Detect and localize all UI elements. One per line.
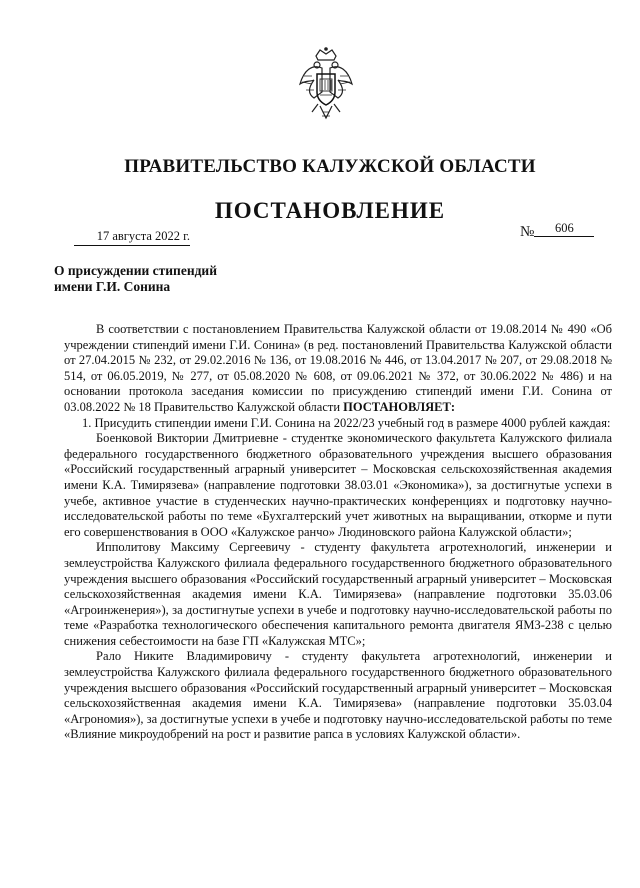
item-paragraph: 1. Присудить стипендии имени Г.И. Сонина на 2022/23 учебный год в размере 4000 рублей каждая: [82,415,611,430]
number-value: 606 [534,221,594,237]
document-date: 17 августа 2022 г. [74,229,190,246]
recipient-paragraph: Ипполитову Максиму Сергеевичу - студенту факультета агротехнологий, инженерии и землеустройства Калужского филиала федерального государственного бюджетного образовательного учреждения высшего образования «Российский государственный аграрный университет – Московская сельскохозяйственная академия имени К.А. Тимирязева» (направление подготовки 35.03.06 «Агроинженерия»), за достигнутые успехи в учебе и подготовку научно-исследовательской работы по теме «Разработка технологического обеспечения капитального ремонта двигателя ЯМЗ-238 с целью снижения себестоимости на базе ГП «Калужская МТС»; [64,540,612,648]
document-type: ПОСТАНОВЛЕНИЕ [214,198,446,223]
preamble-paragraph [64,322,612,416]
document-subject [54,263,314,295]
document-body [64,322,612,743]
document-number [520,221,594,241]
organization-title: ПРАВИТЕЛЬСТВО КАЛУЖСКОЙ ОБЛАСТИ [124,156,536,177]
subject-line: О присуждении стипендий [54,263,217,278]
resolves-keyword: ПОСТАНОВЛЯЕТ: [343,399,456,414]
recipient-paragraph: Боенковой Виктории Дмитриевне - студентке экономического факультета Калужского филиала федерального государственного бюджетного образовательного учреждения высшего образования «Российский государственный аграрный университет – Московская сельскохозяйственная академия имени К.А. Тимирязева» (направление подготовки 38.03.01 «Экономика»), за достигнутые успехи в учебе, активное участие в студенческих научно-практических конференциях и подготовку научно-исследовательской работы по теме «Бухгалтерский учет животных на выращивании, откорме и пути его совершенствования в ООО «Калужское ранчо» Людиновского района Калужской области»; [64,431,612,539]
coat-of-arms-icon [296,46,356,124]
number-label: № [520,224,535,240]
subject-line: имени Г.И. Сонина [54,279,171,294]
preamble-text: В соответствии с постановлением Правительства Калужской области от 19.08.2014 № 490 «Об учреждении стипендий имени Г.И. Сонина» (в ред. постановлений Правительства Калужской области от 27.04.2015 № 232, от 29.02.2016 № 136, от 19.08.2016 № 446, от 13.04.2017 № 207, от 29.08.2018 № 514, от 06.05.2019, № 277, от 05.08.2020 № 608, от 09.06.2021 № 372, от 30.06.2022 № 486) и на основании протокола заседания комиссии по присуждению стипендий имени Г.И. Сонина от 03.08.2022 № 18 Правительство Калужской области [64,322,612,414]
recipient-paragraph: Рало Никите Владимировичу - студенту факультета агротехнологий, инженерии и землеустройства Калужского филиала федерального государственного бюджетного образовательного учреждения высшего образования «Российский государственный аграрный университет – Московская сельскохозяйственная академия имени К.А. Тимирязева» (направление подготовки 35.03.04 «Агрономия»), за достигнутые успехи в учебе и подготовку научно-исследовательской работы по теме «Влияние микроудобрений на рост и развитие рапса в условиях Калужской области». [64,649,612,742]
